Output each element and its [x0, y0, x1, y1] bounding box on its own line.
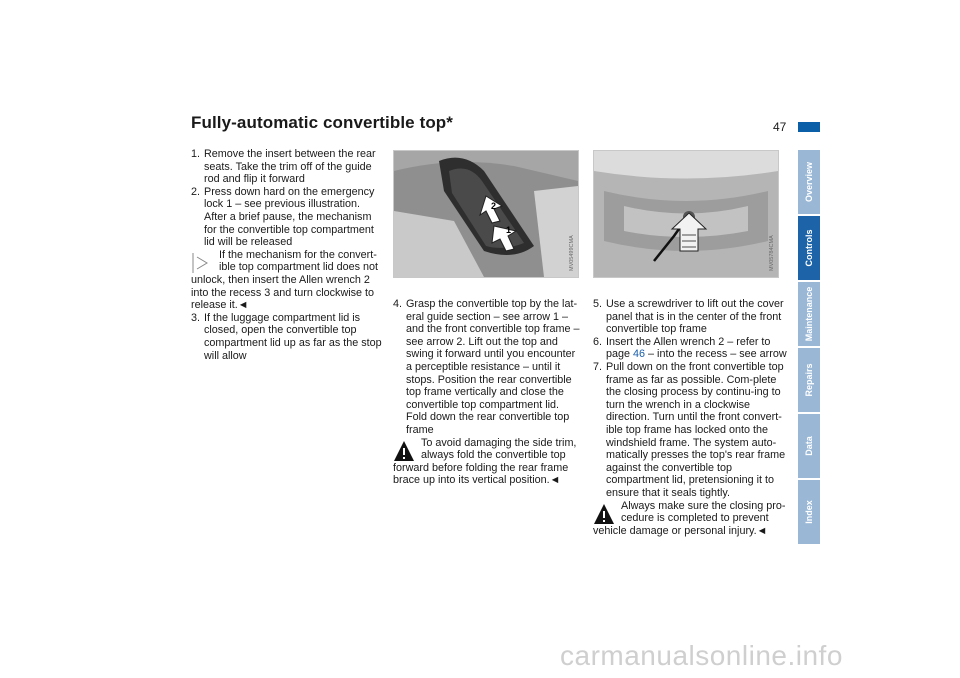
illustration-convertible-top-guide	[393, 150, 579, 278]
steps-list-1b	[191, 312, 383, 362]
info-note: If the mechanism for the convert-ible top compartment lid does not unlock, then insert the Allen wrench 2 into the recess 3 and turn clockwise to release it.◄	[191, 248, 379, 312]
warning-note-2: Always make sure the closing pro-cedure is completed to prevent vehicle damage or personal injury.◄	[593, 499, 786, 537]
tab-overview[interactable]: Overview	[798, 150, 820, 214]
column-1	[191, 148, 383, 362]
tab-controls[interactable]: Controls	[798, 216, 820, 280]
page-title: Fully-automatic convertible top*	[191, 113, 454, 132]
column-3	[593, 298, 788, 537]
steps-list-2	[393, 298, 581, 437]
illustration-drawing-2	[594, 151, 778, 277]
tab-data[interactable]: Data	[798, 414, 820, 478]
step-3: 3. If the luggage compartment lid is closed, open the convertible top compartment lid up as far as the stop will allow	[191, 311, 382, 362]
step-2: 2. Press down hard on the emergency lock 1 – see previous illustration. After a brief pause, the mechanism for the convertible top compartment lid will be released	[191, 185, 375, 249]
step-4: 4. Grasp the convertible top by the lat-eral guide section – see arrow 1 – and the front convertible top frame – see arrow 2. Lift out the top and swing it forward until you encounter a perceptible resistance – until it stops. Position the rear convertible top frame vertically and close the convertible top compartment lid. Fold down the rear convertible top frame	[393, 298, 580, 436]
steps-list-3	[593, 298, 788, 500]
page-marker-bar	[798, 122, 820, 132]
figure-label-2: 2	[491, 201, 497, 211]
tab-maintenance[interactable]: Maintenance	[798, 282, 820, 346]
step-6: 6. Insert the Allen wrench 2 – refer to page 46 – into the recess – see arrow	[593, 335, 787, 361]
column-2	[393, 298, 581, 487]
figure-code-2: MV05784CMA	[769, 235, 775, 271]
step-5: 5. Use a screwdriver to lift out the cover panel that is in the center of the front convertible top frame	[593, 298, 784, 336]
tab-repairs[interactable]: Repairs	[798, 348, 820, 412]
triangle-info-icon	[191, 252, 213, 274]
watermark: carmanualsonline.info	[560, 640, 843, 671]
section-tabs	[798, 150, 820, 546]
warning-triangle-icon	[393, 440, 415, 462]
illustration-drawing	[394, 151, 578, 277]
warning-note: To avoid damaging the side trim, always fold the convertible top forward before folding the rear frame brace up into its vertical position.◄	[393, 436, 577, 487]
warning-triangle-icon	[593, 503, 615, 525]
step-7: 7. Pull down on the front convertible top frame as far as possible. Com-plete the closing process by continu-ing to turn the wrench in a clockwise direction. Turn until the front convert-ible top frame has locked onto the windshield frame. The system auto-matically presses the top's rear frame against the convertible top compartment lid, pretensioning it to ensure that it seals tightly.	[593, 360, 786, 499]
figure-label-1: 1	[506, 225, 512, 235]
page-reference-link[interactable]: 46	[633, 348, 646, 361]
page-number: 47	[773, 120, 787, 134]
figure-code: MV05499CMA	[569, 235, 575, 271]
illustration-front-frame-recess	[593, 150, 779, 278]
tab-index[interactable]: Index	[798, 480, 820, 544]
step-1: 1. Remove the insert between the rear seats. Take the trim off of the guide rod and flip it forward	[191, 148, 376, 186]
steps-list-1	[191, 148, 383, 249]
